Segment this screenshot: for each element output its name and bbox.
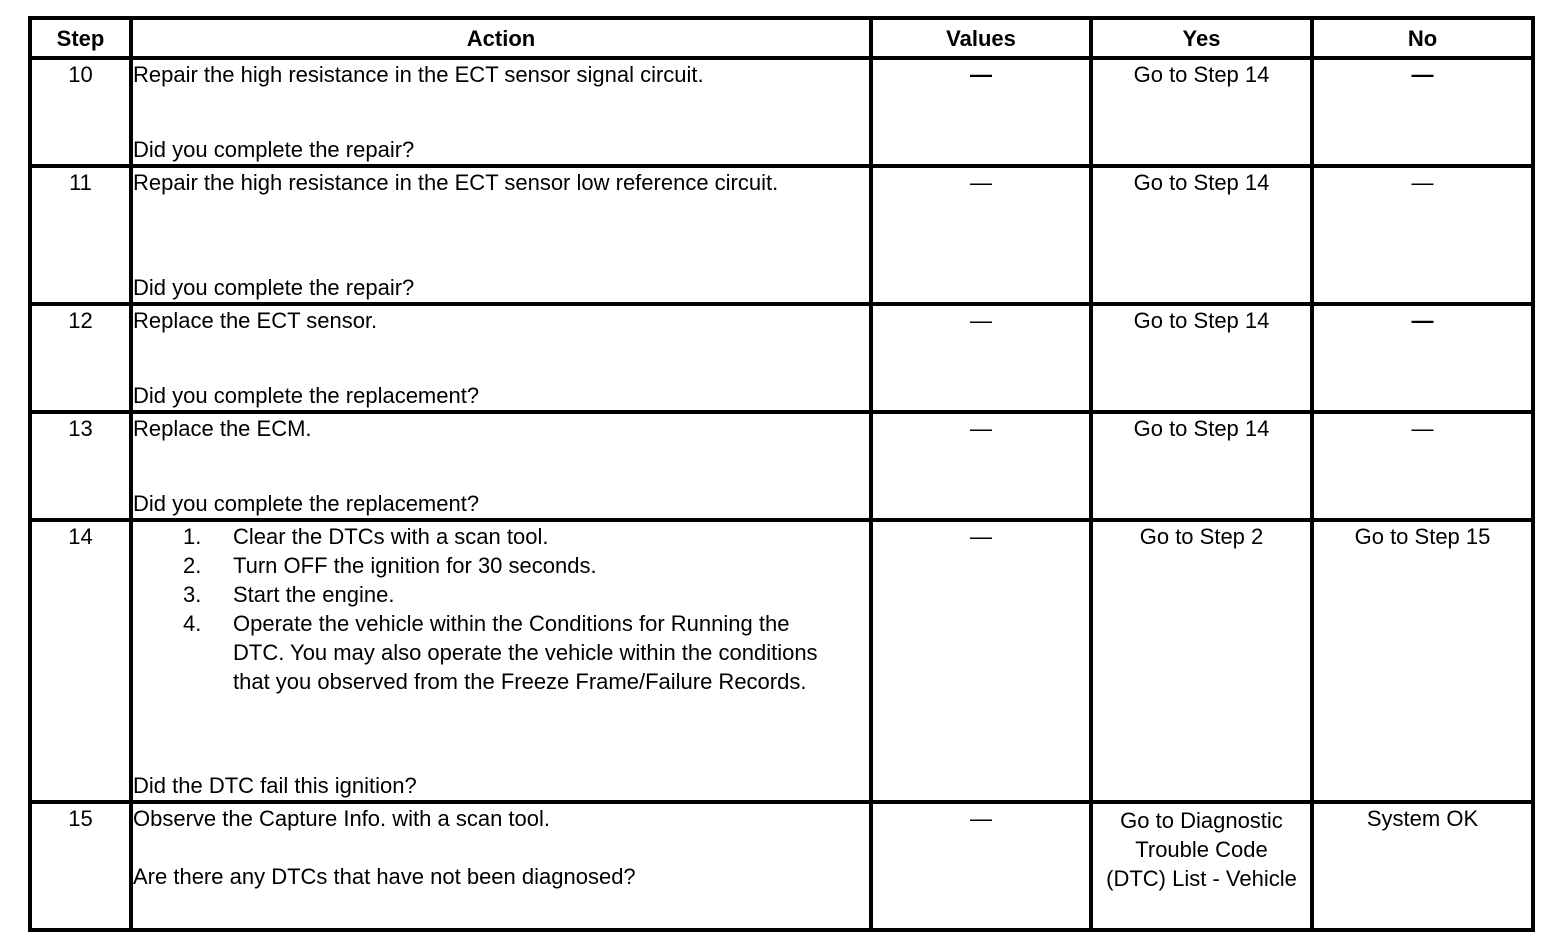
- action-cell: [131, 520, 871, 802]
- no-cell: System OK: [1312, 802, 1533, 930]
- substep-number: 1.: [183, 524, 202, 549]
- action-text: Repair the high resistance in the ECT sensor low reference circuit.: [133, 170, 779, 195]
- yes-cell: Go to Step 14: [1091, 304, 1312, 412]
- yes-cell: Go to Step 14: [1091, 58, 1312, 166]
- table-row: [30, 58, 1533, 166]
- substep-text: Clear the DTCs with a scan tool.: [233, 524, 549, 549]
- step-number: 14: [30, 520, 131, 802]
- header-step: Step: [30, 18, 131, 58]
- action-cell: [131, 166, 871, 304]
- action-text: Repair the high resistance in the ECT sensor signal circuit.: [133, 62, 704, 87]
- header-yes: Yes: [1091, 18, 1312, 58]
- action-question: Did you complete the repair?: [133, 137, 415, 162]
- substep-number: 4.: [183, 611, 202, 636]
- header-no: No: [1312, 18, 1533, 58]
- values-cell: —: [871, 412, 1091, 520]
- substep-text: Start the engine.: [233, 582, 395, 607]
- table-row: [30, 520, 1533, 802]
- values-cell: —: [871, 58, 1091, 166]
- no-cell: —: [1312, 58, 1533, 166]
- action-cell: [131, 58, 871, 166]
- action-cell: [131, 802, 871, 930]
- no-cell: —: [1312, 166, 1533, 304]
- substep-text: Operate the vehicle within the Conditions for Running the DTC. You may also operate the vehicle within the conditions that you observed from the Freeze Frame/Failure Records.: [233, 611, 818, 694]
- yes-cell: Go to Step 14: [1091, 412, 1312, 520]
- table-row: [30, 304, 1533, 412]
- values-cell: —: [871, 520, 1091, 802]
- list-item: [133, 551, 869, 580]
- list-item: [133, 580, 869, 609]
- no-cell: Go to Step 15: [1312, 520, 1533, 802]
- step-number: 13: [30, 412, 131, 520]
- table-row: [30, 802, 1533, 930]
- diagnostic-table: [28, 16, 1535, 932]
- step-number: 12: [30, 304, 131, 412]
- values-cell: —: [871, 802, 1091, 930]
- yes-cell: Go to Diagnostic Trouble Code (DTC) List - Vehicle: [1091, 802, 1312, 930]
- header-action: Action: [131, 18, 871, 58]
- values-cell: —: [871, 166, 1091, 304]
- list-item: [133, 609, 869, 696]
- action-question: Did you complete the replacement?: [133, 383, 480, 408]
- action-cell: [131, 412, 871, 520]
- no-cell: —: [1312, 304, 1533, 412]
- substep-number: 2.: [183, 553, 202, 578]
- no-cell: —: [1312, 412, 1533, 520]
- substep-number: 3.: [183, 582, 202, 607]
- action-text: Replace the ECT sensor.: [133, 308, 378, 333]
- table-row: [30, 412, 1533, 520]
- table-row: [30, 166, 1533, 304]
- step-number: 11: [30, 166, 131, 304]
- header-row: [30, 18, 1533, 58]
- action-question: Did you complete the repair?: [133, 275, 415, 300]
- yes-cell: Go to Step 2: [1091, 520, 1312, 802]
- header-values: Values: [871, 18, 1091, 58]
- yes-cell: Go to Step 14: [1091, 166, 1312, 304]
- action-text: Observe the Capture Info. with a scan tool.: [133, 806, 551, 831]
- action-question: Did the DTC fail this ignition?: [133, 773, 417, 798]
- action-question: Are there any DTCs that have not been diagnosed?: [133, 864, 636, 889]
- values-cell: —: [871, 304, 1091, 412]
- step-number: 15: [30, 802, 131, 930]
- substep-text: Turn OFF the ignition for 30 seconds.: [233, 553, 597, 578]
- step-number: 10: [30, 58, 131, 166]
- action-text: Replace the ECM.: [133, 416, 312, 441]
- substep-list: [133, 522, 869, 696]
- action-question: Did you complete the replacement?: [133, 491, 480, 516]
- list-item: [133, 522, 869, 551]
- action-cell: [131, 304, 871, 412]
